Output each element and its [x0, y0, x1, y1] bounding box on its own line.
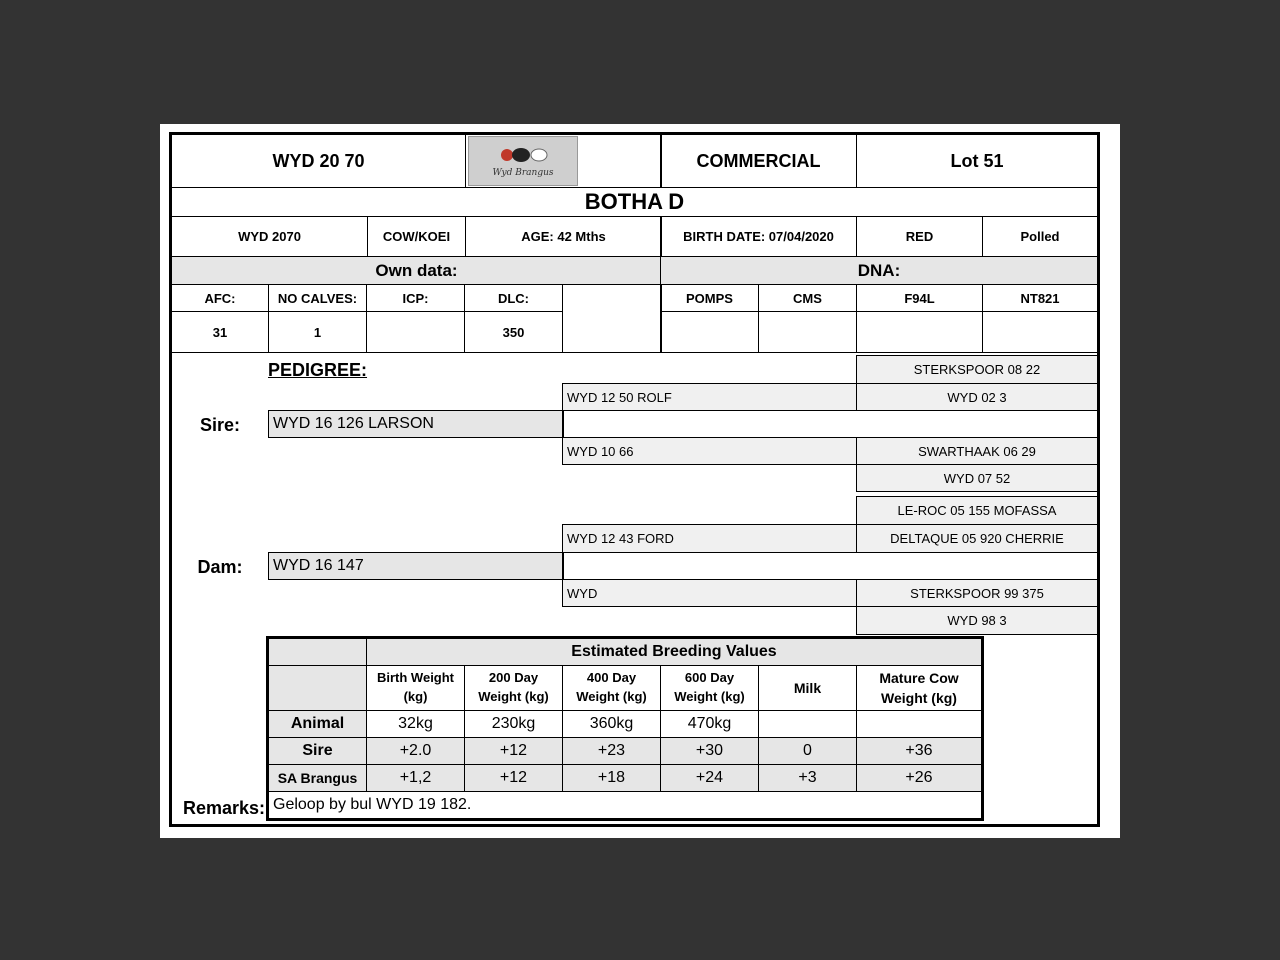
- svg-text:Wyd Brangus: Wyd Brangus: [492, 168, 554, 178]
- sire-200-day: +12: [464, 737, 563, 765]
- brand-logo: [468, 136, 578, 186]
- dd-sire: STERKSPOOR 99 375: [856, 579, 1098, 607]
- no-calves-value: 1: [268, 311, 367, 353]
- dam-label: Dam:: [197, 556, 243, 577]
- own-data-blank: [562, 284, 662, 353]
- sire-600-day: +30: [660, 737, 759, 765]
- pomps-value: [660, 311, 759, 353]
- horn-status: Polled: [982, 216, 1098, 257]
- animal-mature-cow: [856, 710, 982, 738]
- age: AGE: 42 Mths: [465, 216, 662, 257]
- cms-label: CMS: [758, 284, 857, 312]
- breed-milk: +3: [758, 764, 857, 792]
- sire-name: WYD 16 126 LARSON: [268, 410, 564, 438]
- afc-label: AFC:: [171, 284, 269, 312]
- animal-birth-weight: 32kg: [366, 710, 465, 738]
- f94l-label: F94L: [856, 284, 983, 312]
- ds-sire: LE-ROC 05 155 MOFASSA: [856, 496, 1098, 525]
- own-data-title: Own data:: [171, 256, 662, 285]
- sex: COW/KOEI: [367, 216, 466, 257]
- sire-label: Sire:: [199, 414, 241, 435]
- breed-400-day: +18: [562, 764, 661, 792]
- pomps-label: POMPS: [660, 284, 759, 312]
- dlc-label: DLC:: [464, 284, 563, 312]
- icp-label: ICP:: [366, 284, 465, 312]
- dna-title: DNA:: [660, 256, 1098, 285]
- sd-dam: WYD 07 52: [856, 464, 1098, 492]
- cattle-logo-icon: [469, 137, 577, 185]
- sire-connector: [562, 410, 1098, 438]
- col-birth-weight: Birth Weight (kg): [366, 665, 465, 711]
- no-calves-label: NO CALVES:: [268, 284, 367, 312]
- sire-dam: WYD 10 66: [562, 437, 858, 465]
- owner-name: BOTHA D: [171, 187, 1098, 217]
- ebv-title: Estimated Breeding Values: [366, 638, 982, 666]
- afc-value: 31: [171, 311, 269, 353]
- col-600-day: 600 Day Weight (kg): [660, 665, 759, 711]
- sire-mature-cow: +36: [856, 737, 982, 765]
- sd-sire: SWARTHAAK 06 29: [856, 437, 1098, 465]
- sire-400-day: +23: [562, 737, 661, 765]
- dlc-value: 350: [464, 311, 563, 353]
- ebv-corner: [268, 638, 367, 666]
- sire-milk: 0: [758, 737, 857, 765]
- lot-number: Lot 51: [856, 134, 1098, 188]
- row-breed-label: SA Brangus: [268, 764, 367, 792]
- col-200-day: 200 Day Weight (kg): [464, 665, 563, 711]
- dam-connector: [562, 552, 1098, 580]
- color: RED: [856, 216, 983, 257]
- pedigree-title: PEDIGREE:: [268, 359, 368, 380]
- animal-400-day: 360kg: [562, 710, 661, 738]
- ss-sire: STERKSPOOR 08 22: [856, 355, 1098, 384]
- ds-dam: DELTAQUE 05 920 CHERRIE: [856, 524, 1098, 553]
- breed-birth-weight: +1,2: [366, 764, 465, 792]
- reg-number: WYD 2070: [171, 216, 368, 257]
- birth-date: BIRTH DATE: 07/04/2020: [660, 216, 857, 257]
- icp-value: [366, 311, 465, 353]
- breed-mature-cow: +26: [856, 764, 982, 792]
- animal-200-day: 230kg: [464, 710, 563, 738]
- col-400-day: 400 Day Weight (kg): [562, 665, 661, 711]
- sire-birth-weight: +2.0: [366, 737, 465, 765]
- col-milk: Milk: [758, 665, 857, 711]
- row-sire-label: Sire: [268, 737, 367, 765]
- breed-600-day: +24: [660, 764, 759, 792]
- col-mature-cow: Mature Cow Weight (kg): [856, 665, 982, 711]
- dam-sire: WYD 12 43 FORD: [562, 524, 858, 553]
- animal-id: WYD 20 70: [171, 134, 466, 188]
- row-animal-label: Animal: [268, 710, 367, 738]
- category: COMMERCIAL: [660, 134, 857, 188]
- animal-milk: [758, 710, 857, 738]
- cms-value: [758, 311, 857, 353]
- dd-dam: WYD 98 3: [856, 606, 1098, 635]
- nt821-value: [982, 311, 1098, 353]
- logo-cell: [465, 134, 662, 188]
- ebv-corner-2: [268, 665, 367, 711]
- lot-sheet: [160, 124, 1120, 838]
- remarks-text: Geloop by bul WYD 19 182.: [268, 791, 982, 819]
- ss-dam: WYD 02 3: [856, 383, 1098, 411]
- breed-200-day: +12: [464, 764, 563, 792]
- f94l-value: [856, 311, 983, 353]
- animal-600-day: 470kg: [660, 710, 759, 738]
- sire-sire: WYD 12 50 ROLF: [562, 383, 858, 411]
- dam-name: WYD 16 147: [268, 552, 564, 580]
- nt821-label: NT821: [982, 284, 1098, 312]
- dam-dam: WYD: [562, 579, 858, 607]
- remarks-label: Remarks:: [182, 797, 266, 818]
